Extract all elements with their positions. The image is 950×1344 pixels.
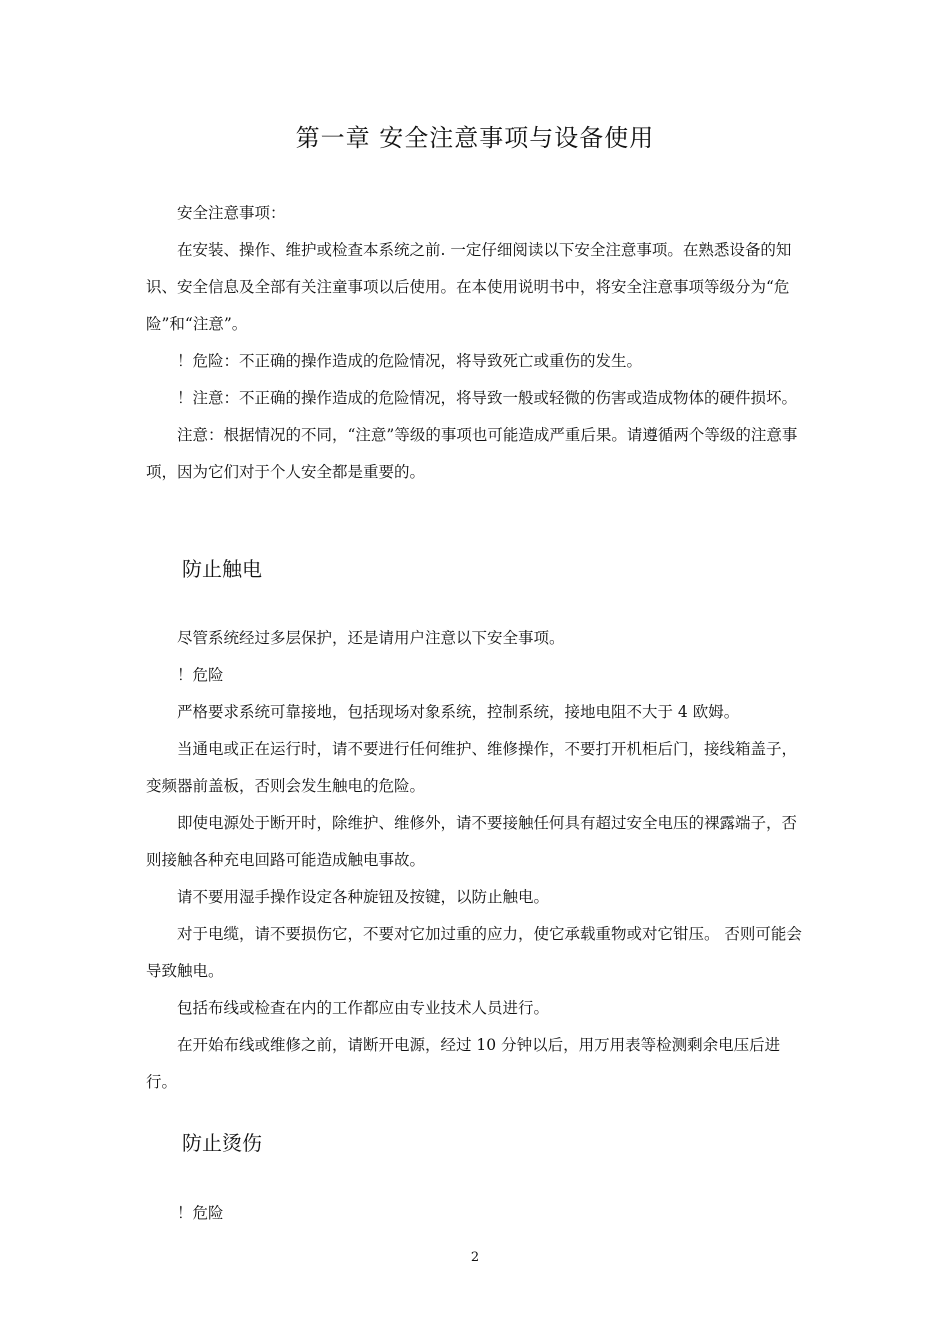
paragraph: 注意：根据情况的不同，“注意”等级的事项也可能造成严重后果。请遵循两个等级的注意事项，因为它们对于个人安全都是重要的。 bbox=[146, 426, 798, 481]
paragraph: 严格要求系统可靠接地，包括现场对象系统，控制系统，接地电阻不大于 4 欧姆。 bbox=[177, 703, 740, 721]
paragraph: 在安装、操作、维护或检查本系统之前. 一定仔细阅读以下安全注意事项。在熟悉设备的知识、安全信息及全部有关注童事项以后使用。在本使用说明书中，将安全注意事项等级分为“危险”和“注意”。 bbox=[146, 241, 792, 333]
paragraph: 请不要用湿手操作设定各种旋钮及按键，以防止触电。 bbox=[177, 888, 550, 906]
paragraph: ！危险：不正确的操作造成的危险情况，将导致死亡或重伤的发生。 bbox=[177, 352, 643, 370]
paragraph: 尽管系统经过多层保护，还是请用户注意以下安全事项。 bbox=[177, 629, 565, 647]
paragraph: ！危险 bbox=[177, 666, 224, 684]
chapter-title: 第一章 安全注意事项与设备使用 bbox=[295, 124, 655, 152]
paragraph: ！危险 bbox=[177, 1204, 224, 1222]
paragraph: 包括布线或检查在内的工作都应由专业技术人员进行。 bbox=[177, 999, 550, 1017]
electric-shock-section bbox=[146, 620, 810, 1101]
section-heading-burns: 防止烫伤 bbox=[182, 1131, 262, 1155]
paragraph: 即使电源处于断开时，除维护、维修外，请不要接触任何具有超过安全电压的裸露端子，否则接触各种充电回路可能造成触电事故。 bbox=[146, 814, 798, 869]
paragraph: 安全注意事项： bbox=[177, 204, 286, 222]
safety-notes-section bbox=[146, 195, 810, 491]
paragraph: 在开始布线或维修之前，请断开电源，经过 10 分钟以后，用万用表等检测剩余电压后进行。 bbox=[146, 1036, 781, 1091]
section-heading-electric-shock: 防止触电 bbox=[182, 557, 262, 581]
paragraph: ！注意：不正确的操作造成的危险情况，将导致一般或轻微的伤害或造成物体的硬件损坏。 bbox=[177, 389, 798, 407]
page-number: 2 bbox=[470, 1250, 480, 1265]
paragraph: 当通电或正在运行时，请不要进行任何维护、维修操作，不要打开机柜后门，接线箱盖子，变频器前盖板，否则会发生触电的危险。 bbox=[146, 740, 798, 795]
paragraph: 对于电缆，请不要损伤它，不要对它加过重的应力，使它承载重物或对它钳压。 否则可能会导致触电。 bbox=[146, 925, 802, 980]
burns-section bbox=[146, 1195, 810, 1232]
